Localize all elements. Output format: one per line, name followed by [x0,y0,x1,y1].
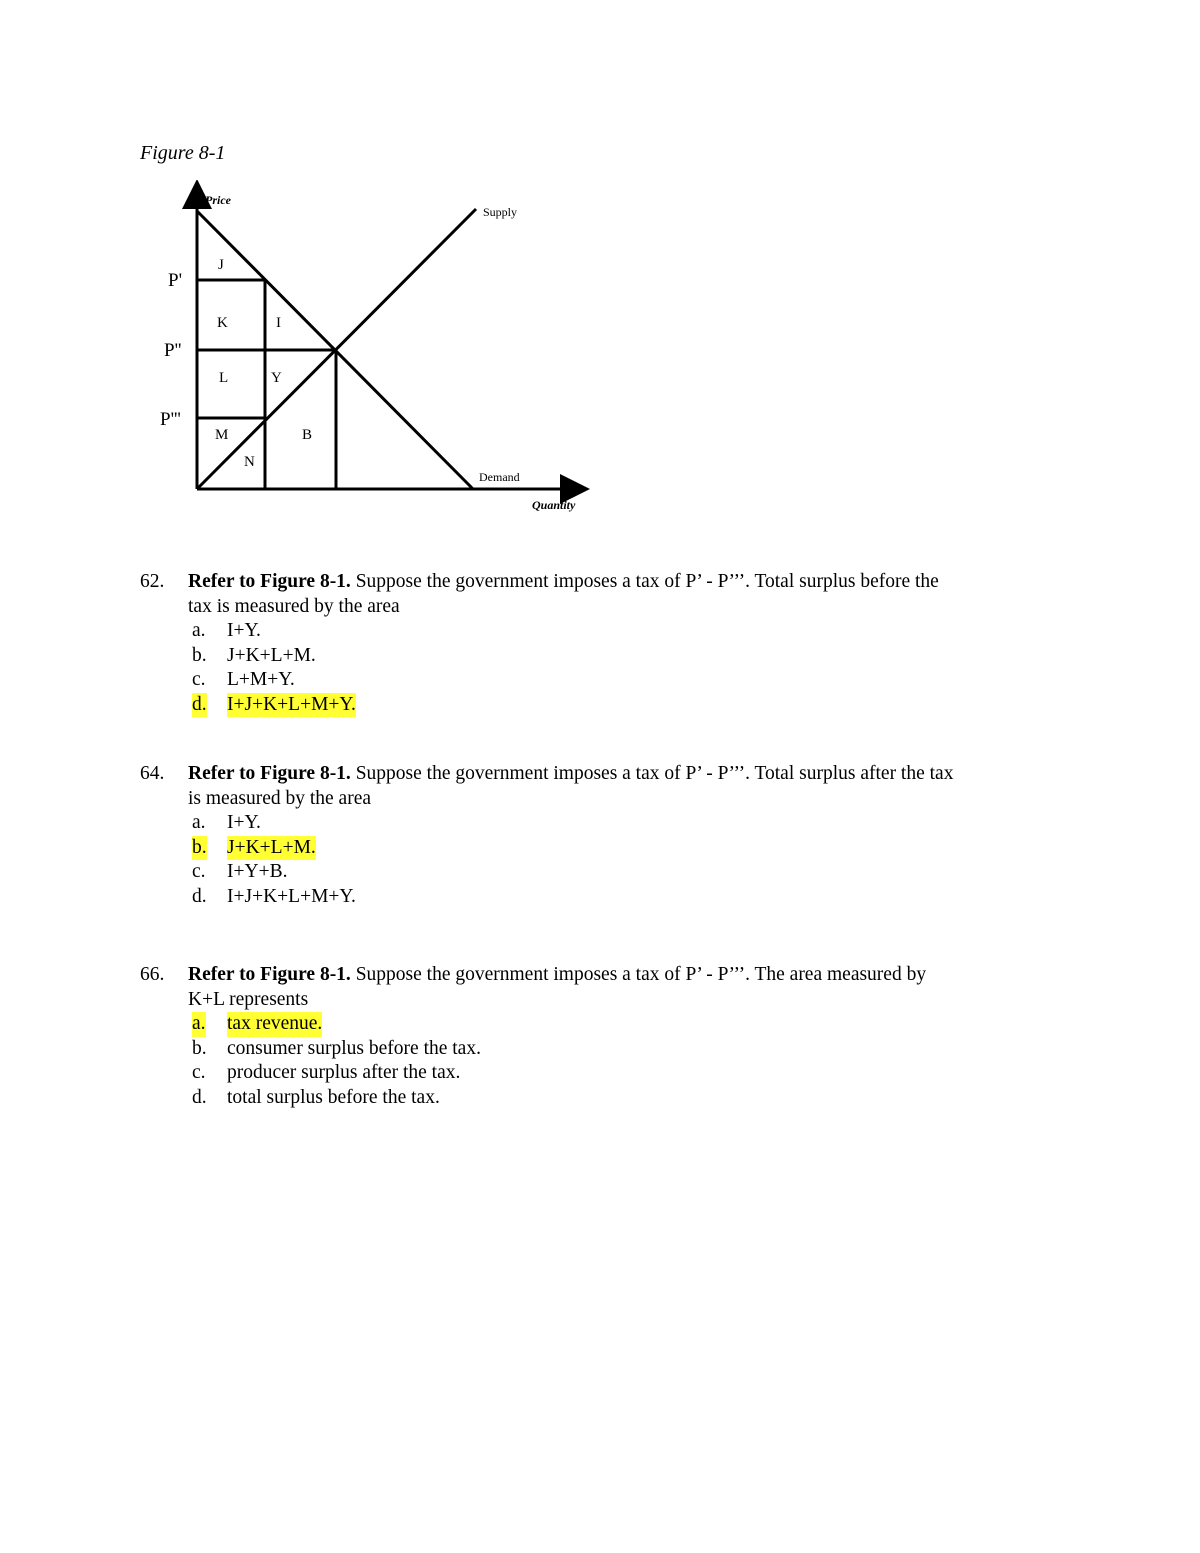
figure-reference: Refer to Figure 8-1. [188,763,351,784]
region-label-k: K [217,315,228,331]
option-text: producer surplus after the tax. [227,1062,461,1083]
option-letter: b. [192,1037,207,1059]
price-label-p3: P''' [160,409,181,430]
option-letter: a. [192,620,206,641]
option-text: total surplus before the tax. [227,1086,440,1108]
region-label-y: Y [271,370,282,386]
question-text-line2: is measured by the area [188,787,372,809]
price-label-p2: P'' [164,340,182,361]
option-text: I+Y. [227,812,261,833]
option-letter: c. [192,861,206,882]
question-number: 64. [140,763,165,784]
region-label-b: B [302,427,313,443]
figure-caption: Figure 8-1 [140,142,226,164]
question-text-line2: tax is measured by the area [188,595,400,617]
region-label-i: I [276,315,281,331]
answer-options [192,1012,1070,1110]
option-text: I+J+K+L+M+Y. [227,885,356,907]
answer-options [192,619,1070,717]
question-64 [140,762,1070,909]
supply-demand-figure [150,180,600,520]
option-b [192,644,1070,669]
question-stem [188,762,1070,811]
question-text-line1: Suppose the government imposes a tax of P’ - P’’’. Total surplus before the [355,571,939,592]
question-text-line1: Suppose the government imposes a tax of P’ - P’’’. The area measured by [355,964,927,985]
question-62 [140,570,1070,717]
option-d [192,1086,1070,1111]
option-text: consumer surplus before the tax. [227,1037,481,1059]
question-text-line2: K+L represents [188,988,309,1010]
option-letter: d. [192,693,207,718]
option-d [192,693,1070,718]
demand-label: Demand [479,470,520,484]
region-label-j: J [218,257,224,273]
question-number: 66. [140,964,165,985]
supply-label: Supply [483,205,518,219]
option-text: I+Y. [227,620,261,641]
option-a [192,1012,1070,1037]
quantity-axis-label: Quantity [532,498,576,512]
option-b [192,1037,1070,1062]
option-text: J+K+L+M. [227,644,316,666]
option-a [192,619,1070,644]
option-c [192,1061,1070,1086]
answer-options [192,811,1070,909]
option-letter: c. [192,669,206,690]
option-d [192,885,1070,910]
option-text: tax revenue. [227,1012,322,1037]
option-text: I+J+K+L+M+Y. [227,693,356,718]
option-letter: a. [192,1012,206,1037]
option-c [192,668,1070,693]
question-stem [188,963,1070,1012]
option-letter: c. [192,1062,206,1083]
region-label-m: M [215,427,229,443]
option-text: J+K+L+M. [227,836,316,861]
option-letter: d. [192,1086,207,1108]
question-66 [140,963,1070,1110]
option-text: I+Y+B. [227,861,288,882]
option-letter: b. [192,836,207,861]
region-label-l: L [219,370,229,386]
option-c [192,860,1070,885]
option-text: L+M+Y. [227,669,295,690]
figure-reference: Refer to Figure 8-1. [188,964,351,985]
option-b [192,836,1070,861]
question-text-line1: Suppose the government imposes a tax of P’ - P’’’. Total surplus after the tax [355,763,954,784]
option-a [192,811,1070,836]
option-letter: a. [192,812,206,833]
figure-reference: Refer to Figure 8-1. [188,571,351,592]
option-letter: b. [192,644,207,666]
price-axis-label: Price [205,193,231,207]
question-number: 62. [140,571,165,592]
region-label-n: N [244,454,255,470]
question-stem [188,570,1070,619]
option-letter: d. [192,885,207,907]
price-label-p1: P' [168,270,182,291]
